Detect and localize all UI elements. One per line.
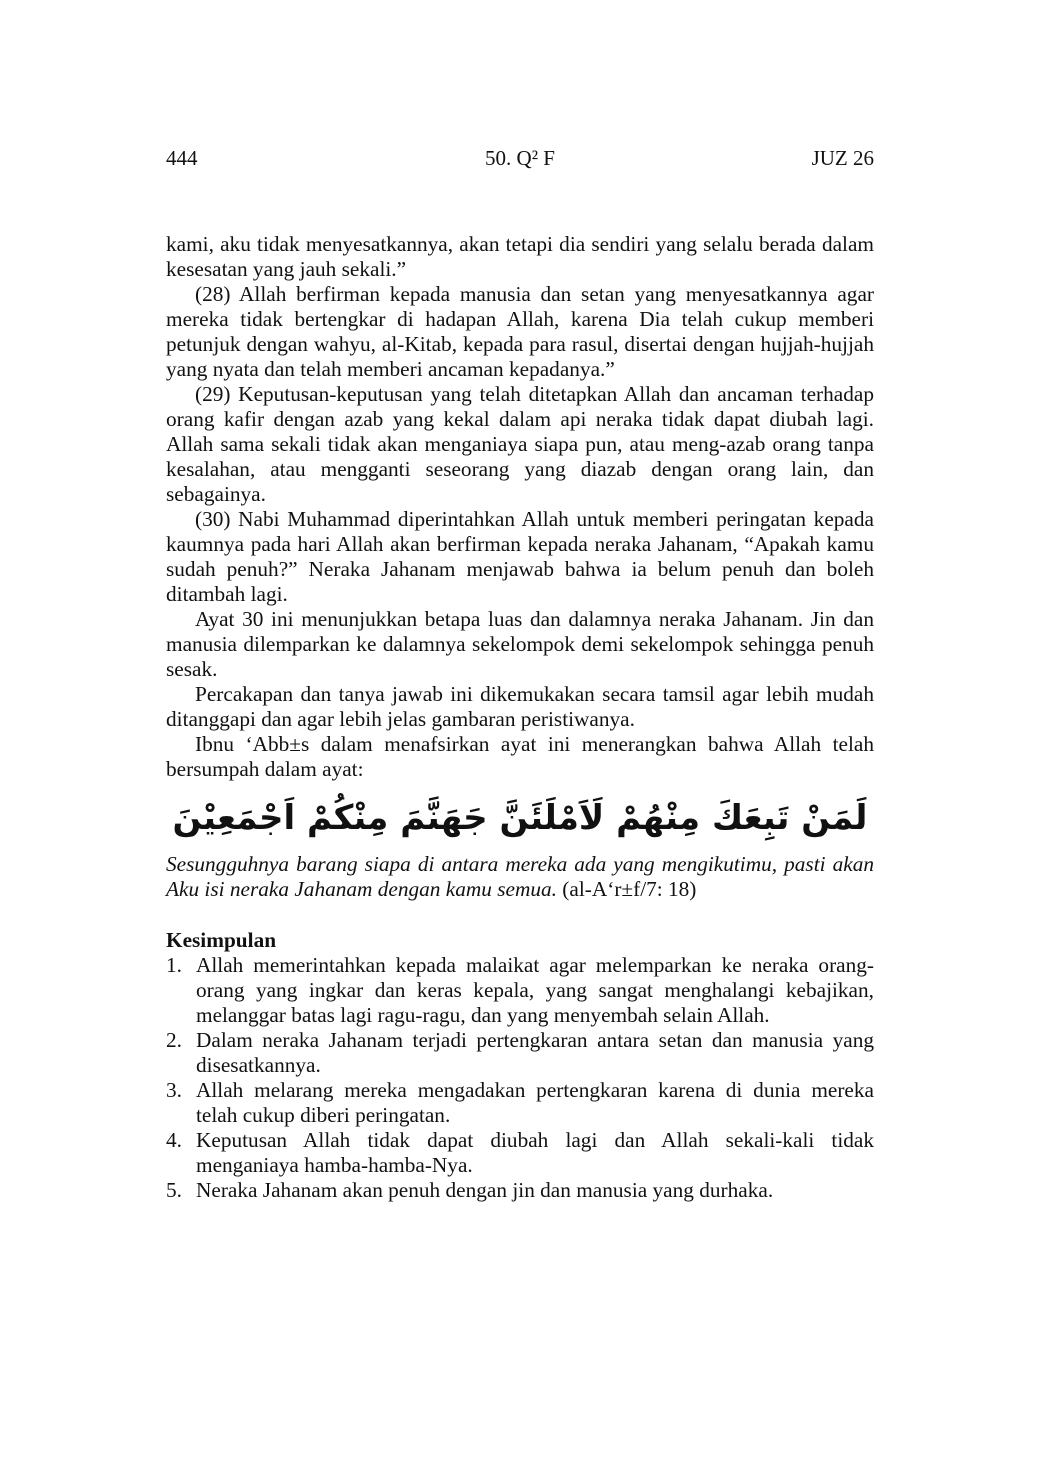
list-number: 5. xyxy=(166,1178,182,1202)
paragraph: (28) Allah berfirman kepada manusia dan setan yang menyesatkannya agar mereka tidak bertengkar di hadapan Allah, karena Dia telah cukup memberi petunjuk dengan wahyu, al-Kitab, kepada para rasul, disertai dengan hujjah-hujjah yang nyata dan telah memberi ancaman kepadanya.” xyxy=(166,282,874,381)
paragraph: (30) Nabi Muhammad diperintahkan Allah untuk memberi peringatan kepada kaumnya pada hari Allah akan berfirman kepada neraka Jahanam, “Apakah kamu sudah penuh?” Neraka Jahanam menjawab bahwa ia belum penuh dan boleh ditambah lagi. xyxy=(166,507,874,606)
paragraph: (29) Keputusan-keputusan yang telah ditetapkan Allah dan ancaman terhadap orang kafir dengan azab yang kekal dalam api neraka tidak dapat diubah lagi. Allah sama sekali tidak akan menganiaya siapa pun, atau meng-azab orang tanpa kesalahan, atau mengganti seseorang yang diazab dengan orang lain, dan sebagainya. xyxy=(166,382,874,506)
list-item-text: Allah memerintahkan kepada malaikat agar melemparkan ke neraka orang-orang yang ingkar dan keras kepala, yang sangat menghalangi kebajikan, melanggar batas lagi ragu-ragu, dan yang menyembah selain Allah. xyxy=(196,953,874,1027)
paragraph: Ibnu ‘Abb±s dalam menafsirkan ayat ini menerangkan bahwa Allah telah bersumpah dalam ayat: xyxy=(166,732,874,781)
conclusion-list xyxy=(166,953,874,1203)
paragraph: kami, aku tidak menyesatkannya, akan tetapi dia sendiri yang selalu berada dalam kesesatan yang jauh sekali.” xyxy=(166,232,874,281)
arabic-verse: لَمَنْ تَبِعَكَ مِنْهُمْ لَاَمْلَئَنَّ جَهَنَّمَ مِنْكُمْ اَجْمَعِيْنَ xyxy=(172,798,868,838)
running-header xyxy=(166,140,874,176)
list-number: 1. xyxy=(166,953,182,977)
verse-reference: (al-A‘r±f/7: 18) xyxy=(562,877,697,901)
list-item xyxy=(166,1028,874,1078)
list-item xyxy=(166,1178,874,1203)
verse-translation xyxy=(166,852,874,902)
page-number: 444 xyxy=(166,146,198,170)
list-number: 4. xyxy=(166,1128,182,1152)
paragraph: Ayat 30 ini menunjukkan betapa luas dan dalamnya neraka Jahanam. Jin dan manusia dilemparkan ke dalamnya sekelompok demi sekelompok sehingga penuh sesak. xyxy=(166,607,874,681)
list-item xyxy=(166,1078,874,1128)
list-item xyxy=(166,1128,874,1178)
paragraph: Percakapan dan tanya jawab ini dikemukakan secara tamsil agar lebih mudah ditanggapi dan agar lebih jelas gambaran peristiwanya. xyxy=(166,682,874,731)
list-item xyxy=(166,953,874,1028)
list-item-text: Neraka Jahanam akan penuh dengan jin dan manusia yang durhaka. xyxy=(196,1178,774,1202)
surah-title: 50. Q² F xyxy=(485,146,555,170)
book-page xyxy=(166,140,874,1203)
list-number: 3. xyxy=(166,1078,182,1102)
page-body xyxy=(166,232,874,1203)
list-item-text: Allah melarang mereka mengadakan pertengkaran karena di dunia mereka telah cukup diberi peringatan. xyxy=(196,1078,874,1127)
juz-label: JUZ 26 xyxy=(811,146,874,170)
list-item-text: Keputusan Allah tidak dapat diubah lagi dan Allah sekali-kali tidak menganiaya hamba-hamba-Nya. xyxy=(196,1128,874,1177)
list-number: 2. xyxy=(166,1028,182,1052)
translation-text: Sesungguhnya barang siapa di antara mereka ada yang mengikutimu, pasti akan Aku isi neraka Jahanam dengan kamu semua. xyxy=(166,852,874,901)
section-heading: Kesimpulan xyxy=(166,928,277,952)
list-item-text: Dalam neraka Jahanam terjadi pertengkaran antara setan dan manusia yang disesatkannya. xyxy=(196,1028,874,1077)
